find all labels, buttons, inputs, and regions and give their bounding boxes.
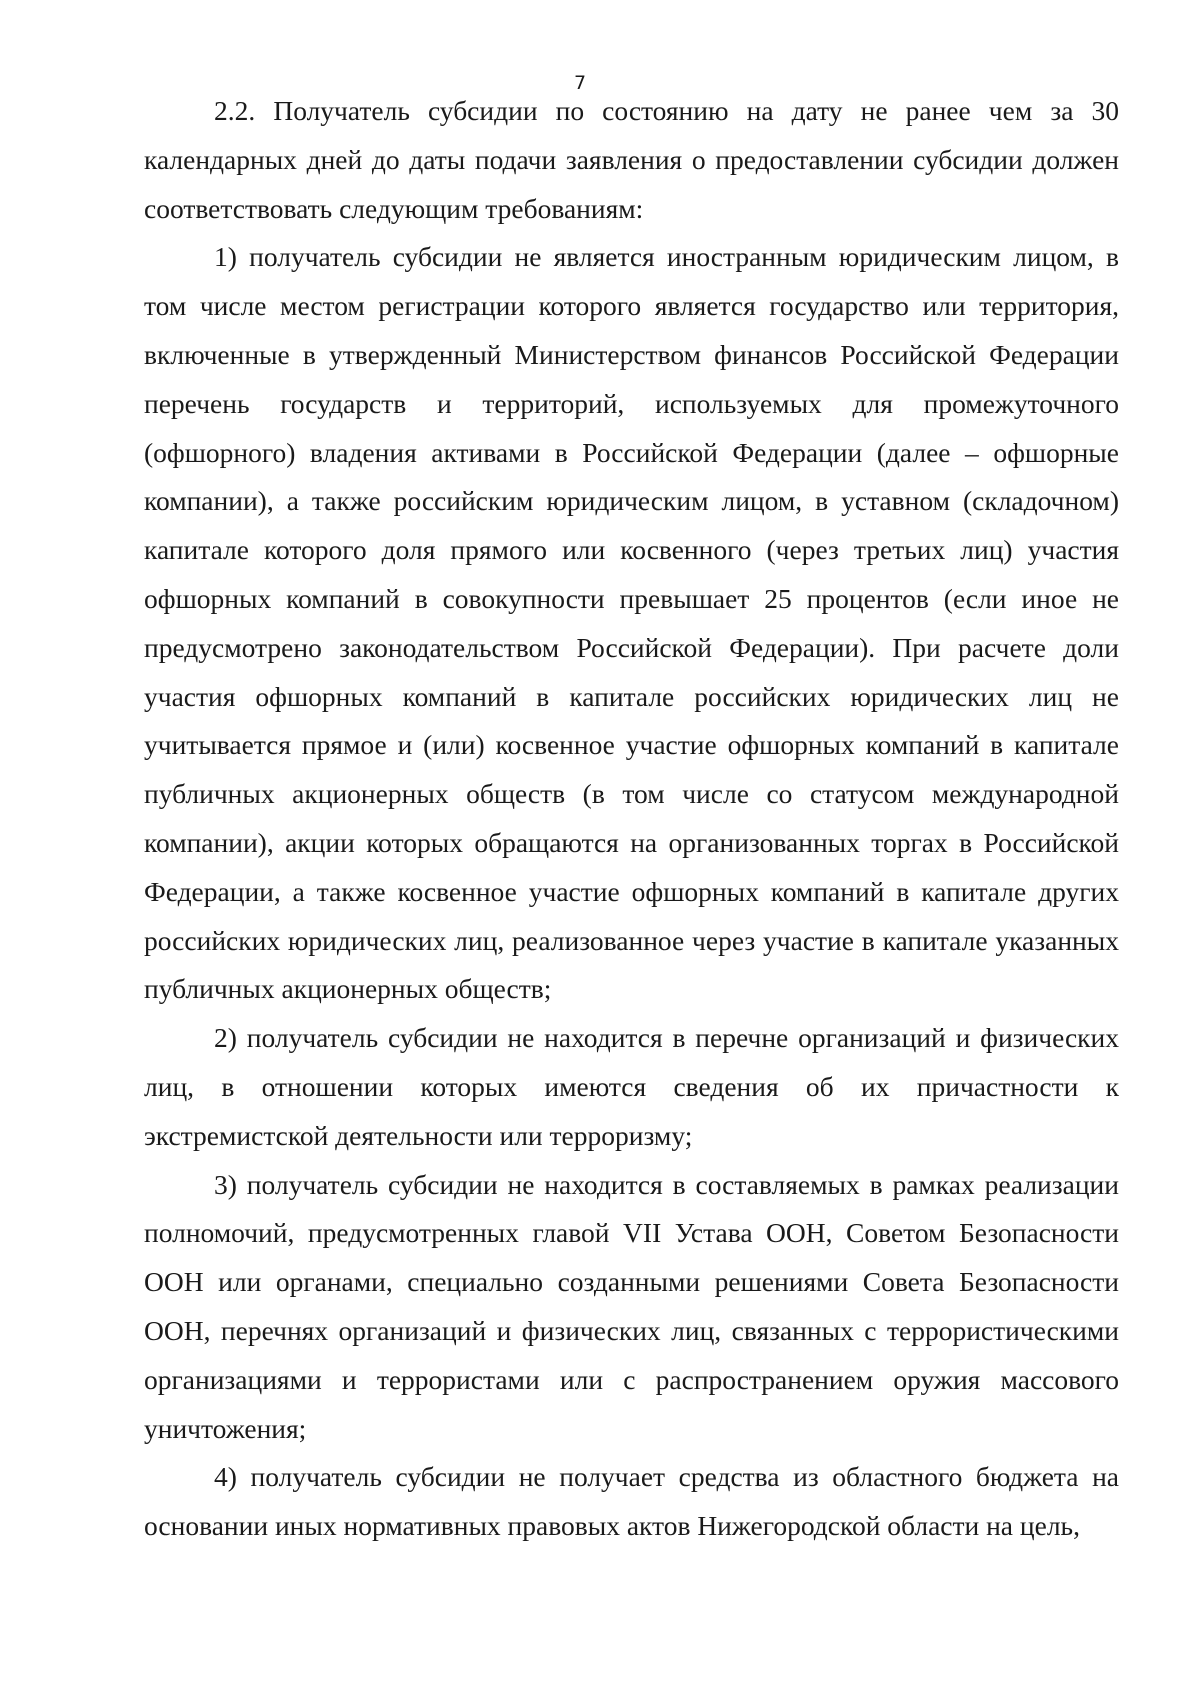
paragraph-requirement-3: 3) получатель субсидии не находится в составляемых в рамках реализации полномочий, предусмотренных главой VII Устава ООН, Советом Безопасности ООН или органами, специально созданными решениями Совета Безопасности ООН, перечнях организаций и физических лиц, связанных с террористическими организациями и террористами или с распространением оружия массового уничтожения;	[144, 1168, 1119, 1444]
document-body	[144, 87, 1119, 1551]
paragraph-requirement-1: 1) получатель субсидии не является иностранным юридическим лицом, в том числе местом регистрации которого является государство или территория, включенные в утвержденный Министерством финансов Российской Федерации перечень государств и территорий, используемых для промежуточного (офшорного) владения активами в Российской Федерации (далее – офшорные компании), а также российским юридическим лицом, в уставном (складочном) капитале которого доля прямого или косвенного (через третьих лиц) участия офшорных компаний в совокупности превышает 25 процентов (если иное не предусмотрено законодательством Российской Федерации). При расчете доли участия офшорных компаний в капитале российских юридических лиц не учитывается прямое и (или) косвенное участие офшорных компаний в капитале публичных акционерных обществ (в том числе со статусом международной компании), акции которых обращаются на организованных торгах в Российской Федерации, а также косвенное участие офшорных компаний в капитале других российских юридических лиц, реализованное через участие в капитале указанных публичных акционерных обществ;	[144, 241, 1119, 1005]
page-number: 7	[573, 72, 587, 94]
paragraph-requirement-4: 4) получатель субсидии не получает средства из областного бюджета на основании иных нормативных правовых актов Нижегородской области на цель,	[144, 1461, 1119, 1542]
paragraph-2-2: 2.2. Получатель субсидии по состоянию на дату не ранее чем за 30 календарных дней до даты подачи заявления о предоставлении субсидии должен соответствовать следующим требованиям:	[144, 95, 1119, 224]
paragraph-requirement-2: 2) получатель субсидии не находится в перечне организаций и физических лиц, в отношении которых имеются сведения об их причастности к экстремистской деятельности или терроризму;	[144, 1022, 1119, 1151]
